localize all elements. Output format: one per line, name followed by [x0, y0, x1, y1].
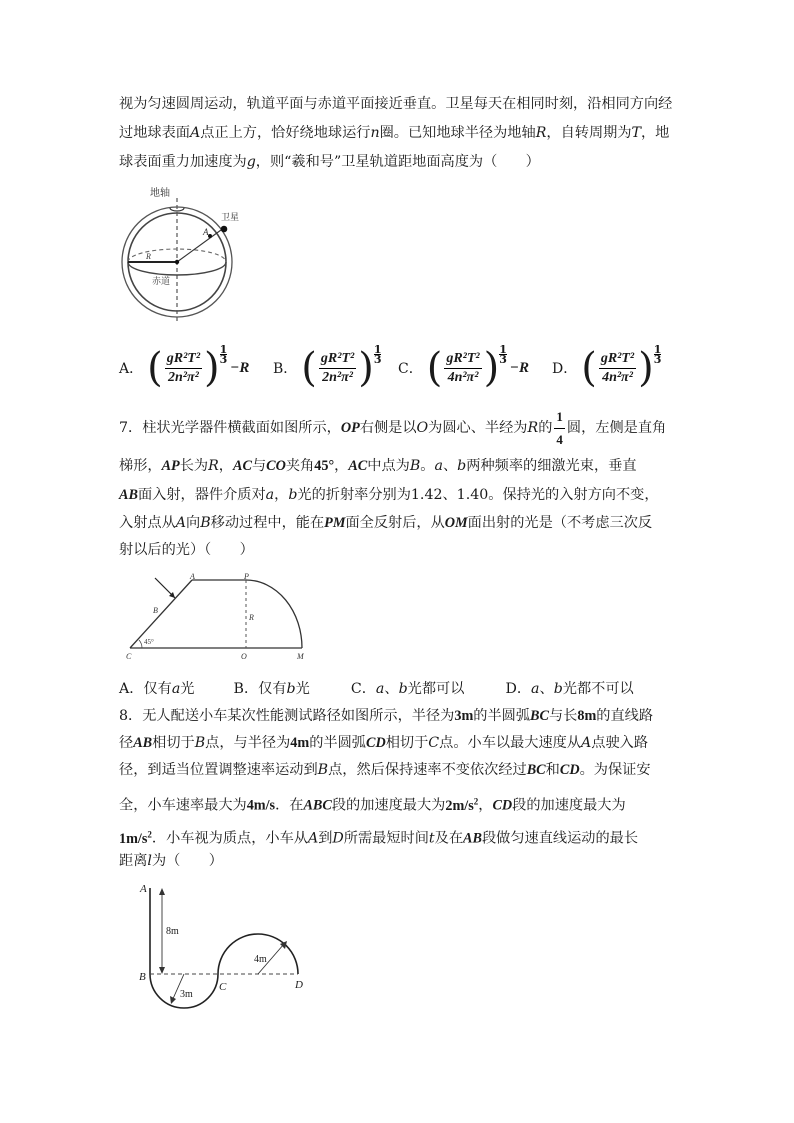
- q6-option-c[interactable]: [398, 343, 529, 393]
- var: R: [535, 125, 547, 141]
- var: AB: [463, 830, 482, 847]
- text: 的半圆弧: [309, 735, 366, 751]
- text: 夹角: [285, 458, 315, 474]
- exponent: [220, 345, 228, 364]
- paren-open: (: [581, 345, 597, 391]
- text: 光都不可以: [562, 681, 634, 697]
- optical-device-figure: [120, 570, 310, 662]
- angle: 45°: [314, 458, 335, 474]
- text: 的: [538, 420, 553, 436]
- text: 8．无人配送小车某次性能测试路径如图所示，半径为: [119, 708, 455, 724]
- var: a: [375, 681, 385, 697]
- q8-line-6: [119, 851, 223, 871]
- paren-close: ): [204, 345, 220, 391]
- paren-close: ): [358, 345, 374, 391]
- text: 径，到适当位置调整速率运动到: [119, 762, 318, 778]
- text: 光: [180, 681, 195, 697]
- text: 两种频率的细激光束，垂直: [466, 458, 637, 474]
- text: ．小车视为质点，小车从: [151, 830, 308, 847]
- fraction: [319, 351, 356, 386]
- text: 长为: [179, 458, 209, 474]
- text: 的直线路: [596, 708, 654, 724]
- quarter-fraction: [554, 407, 565, 450]
- exp-num: 1: [373, 343, 382, 356]
- text: 射以后的光）（ ）: [119, 542, 254, 558]
- label-b: B: [153, 606, 158, 615]
- var: AP: [161, 458, 180, 474]
- text: ，自转周期为: [546, 125, 632, 141]
- text: 、: [442, 458, 458, 474]
- var: CD: [365, 735, 386, 751]
- option-letter: B．: [273, 361, 298, 377]
- q8-line-5: [119, 824, 638, 849]
- label-r: R: [146, 252, 151, 261]
- text: 的半圆弧: [473, 708, 531, 724]
- text: 为（ ）: [151, 853, 223, 869]
- var: D: [332, 830, 344, 847]
- paren-open: (: [147, 345, 163, 391]
- exp-den: 3: [373, 353, 382, 366]
- text: 光都可以: [407, 681, 465, 697]
- superscript: 2: [147, 829, 152, 839]
- text: 点驶入路: [591, 735, 649, 751]
- var: A: [189, 125, 201, 141]
- label-d: D: [295, 979, 303, 991]
- text: 。为保证安: [579, 762, 651, 778]
- var: BC: [526, 762, 546, 778]
- denominator: 4n²π²: [602, 369, 633, 385]
- var: B: [200, 515, 211, 531]
- var: O: [416, 420, 429, 436]
- label-p: P: [244, 572, 249, 581]
- text: 向: [186, 515, 201, 531]
- satellite-label: 卫星: [221, 213, 240, 223]
- value: 3m: [454, 708, 474, 724]
- q8-line-2: [119, 733, 648, 753]
- var: A: [307, 830, 319, 847]
- text: 入射点从: [119, 515, 176, 531]
- var: OP: [340, 420, 360, 436]
- q6-option-a[interactable]: [119, 343, 249, 393]
- var: ABC: [303, 797, 332, 814]
- text: 所需最短时间: [343, 830, 429, 847]
- text: ，: [274, 487, 289, 503]
- numerator: gR²T²: [319, 351, 356, 369]
- text: 点，然后保持速率不变依次经过: [328, 762, 527, 778]
- value: [119, 831, 152, 847]
- text: 为圆心、半经为: [428, 420, 528, 436]
- label-a: A: [190, 572, 195, 581]
- exponent: [654, 345, 662, 364]
- text: 圆，左侧是直角: [566, 420, 667, 436]
- var: CD: [492, 797, 513, 814]
- option-letter: A．: [119, 361, 144, 377]
- var: C: [428, 735, 440, 751]
- text: A．仅有: [119, 681, 172, 697]
- var: n: [370, 125, 380, 141]
- text: 过地球表面: [119, 125, 190, 141]
- denominator: 4: [556, 431, 563, 447]
- text: 点。小车以最大速度从: [439, 735, 582, 751]
- center-dot: [175, 260, 179, 264]
- var: CO: [266, 458, 286, 474]
- tail: −R: [509, 359, 529, 376]
- text: 面入射，器件介质对: [137, 487, 266, 503]
- text: ．在: [275, 797, 304, 814]
- text: 光的折射率分别为1.42、1.40。保持光的入射方向不变，: [297, 487, 659, 503]
- point-a-dot: [208, 234, 212, 238]
- denominator: 2n²π²: [167, 369, 199, 385]
- var: b: [457, 458, 467, 474]
- exp-den: 3: [653, 353, 662, 366]
- var: a: [434, 458, 443, 474]
- text: 、: [384, 681, 399, 697]
- var: B: [317, 762, 329, 778]
- text: 右侧是以: [359, 420, 417, 436]
- numerator: gR²T²: [599, 351, 636, 369]
- option-letter: D．: [552, 361, 578, 377]
- exp-den: 3: [219, 353, 228, 366]
- var: BC: [530, 708, 549, 724]
- text: ，: [218, 458, 233, 474]
- numerator: gR²T²: [165, 351, 202, 369]
- var: AB: [119, 487, 138, 503]
- equator-label: 赤道: [152, 277, 171, 287]
- q7-line-2: [119, 456, 637, 476]
- text: 视为匀速圆周运动，轨道平面与赤道平面接近垂直。卫星每天在相同时刻，沿相同方向经: [119, 96, 673, 112]
- q7-options: [119, 679, 634, 699]
- label-8m: 8m: [166, 926, 179, 937]
- var: B: [194, 735, 206, 751]
- text: 圈。已知地球半径为地轴: [379, 125, 536, 141]
- text: 径: [119, 735, 134, 751]
- var: b: [288, 487, 298, 503]
- delivery-path-figure: [136, 880, 316, 1020]
- text: ，地: [640, 125, 670, 141]
- var: b: [553, 681, 563, 697]
- q7-line-4: [119, 513, 652, 533]
- text: 移动过程中，能在: [210, 515, 325, 531]
- radius-3m-arrow-icon: [170, 996, 176, 1004]
- var: t: [428, 830, 435, 847]
- label-c: C: [126, 652, 132, 661]
- exp-den: 3: [499, 353, 507, 366]
- q7-option-c[interactable]: [351, 681, 465, 697]
- value-text: 2m/s: [445, 797, 474, 814]
- text: 和: [545, 762, 560, 778]
- text: 梯形，: [119, 458, 162, 474]
- text: 。: [420, 458, 435, 474]
- var: R: [208, 458, 219, 474]
- text: ，: [334, 458, 349, 474]
- text: 相切于: [152, 735, 195, 751]
- text: 、: [539, 681, 554, 697]
- q6-option-b[interactable]: [273, 343, 384, 393]
- value: 8m: [577, 708, 597, 724]
- value-text: 1m/s: [119, 830, 148, 847]
- text: D．: [505, 681, 532, 697]
- earth-orbit-figure: [118, 178, 244, 328]
- text: ，: [478, 797, 493, 814]
- value: 4m: [290, 735, 310, 751]
- paren-close: ): [638, 345, 654, 391]
- exp-num: 1: [219, 343, 228, 356]
- dim-arrow-down-icon: [159, 967, 165, 974]
- q6-line-2: [119, 123, 669, 143]
- text: 中点为: [367, 458, 410, 474]
- q6-line-3: [119, 152, 540, 172]
- denominator: 2n²π²: [322, 369, 353, 385]
- text: 光: [295, 681, 310, 697]
- paren-open: (: [301, 345, 317, 391]
- text: 距离: [119, 853, 148, 869]
- value: 4m/s: [246, 797, 276, 814]
- text: 及在: [434, 830, 464, 847]
- var: l: [147, 853, 152, 869]
- dim-arrow-up-icon: [159, 888, 165, 895]
- text: C．: [350, 681, 376, 697]
- var: a: [531, 681, 540, 697]
- exp-num: 1: [499, 343, 507, 356]
- fraction: [599, 351, 636, 386]
- arc-pm: [246, 580, 302, 648]
- text: 面全反射后，从: [345, 515, 445, 531]
- exponent: [374, 345, 382, 364]
- paren-open: (: [426, 345, 443, 391]
- q7-option-d[interactable]: [505, 681, 633, 697]
- var: AC: [348, 458, 368, 474]
- var: CD: [559, 762, 580, 778]
- text: 段的加速度最大为: [331, 797, 446, 814]
- text: 点正上方，恰好绕地球运行: [200, 125, 371, 141]
- q6-option-d[interactable]: [552, 343, 664, 393]
- text: 球表面重力加速度为: [119, 154, 247, 170]
- text: 到: [318, 830, 333, 847]
- q7-option-b[interactable]: [234, 681, 310, 697]
- label-c: C: [219, 981, 227, 993]
- paren-close: ): [483, 345, 500, 391]
- text: 段的加速度最大为: [512, 797, 626, 814]
- text: 相切于: [385, 735, 429, 751]
- text: 面出射的光是（不考虑三次反: [467, 515, 653, 531]
- label-m: M: [297, 652, 304, 661]
- label-r: R: [249, 613, 254, 622]
- fraction: [444, 351, 481, 386]
- q8-line-1: [119, 706, 653, 726]
- var: A: [175, 515, 187, 531]
- var: AC: [233, 458, 252, 474]
- var: a: [171, 681, 181, 697]
- var: A: [581, 735, 592, 751]
- tail: −R: [230, 359, 250, 376]
- q8-line-3: [119, 760, 651, 780]
- label-a: A: [140, 883, 147, 895]
- q7-option-a[interactable]: [119, 681, 194, 697]
- label-3m: 3m: [180, 989, 193, 1000]
- text: 7．柱状光学器件横截面如图所示，: [119, 420, 341, 436]
- label-b: B: [139, 971, 146, 983]
- text: B．仅有: [233, 681, 287, 697]
- var: OM: [444, 515, 468, 531]
- text: 与: [251, 458, 267, 474]
- side-ac: [130, 580, 192, 648]
- var: AB: [133, 735, 153, 751]
- text: ，则“羲和号”卫星轨道距地面高度为（ ）: [255, 154, 540, 170]
- exponent: [499, 345, 507, 364]
- text: 与长: [548, 708, 578, 724]
- q7-line-5: [119, 540, 254, 560]
- angle-arc: [139, 640, 142, 648]
- text: 段做匀速直线运动的最长: [481, 830, 639, 847]
- var: g: [246, 154, 256, 170]
- text: 全，小车速率最大为: [119, 797, 247, 814]
- q6-line-1: [119, 94, 672, 114]
- exp-num: 1: [653, 343, 662, 356]
- var: B: [409, 458, 421, 474]
- label-o: O: [241, 652, 247, 661]
- satellite-line: [177, 230, 221, 262]
- axis-label: 地轴: [150, 188, 170, 199]
- text: 点，与半径为: [205, 735, 291, 751]
- fraction: [165, 351, 202, 386]
- value: [445, 798, 478, 814]
- label-a: A: [203, 227, 209, 237]
- var: R: [527, 420, 539, 436]
- option-letter: C．: [398, 361, 423, 377]
- q7-line-3: [119, 485, 659, 505]
- var: a: [265, 487, 275, 503]
- var: b: [398, 681, 408, 697]
- label-4m: 4m: [254, 954, 267, 965]
- q7-line-1: [119, 408, 667, 447]
- var: PM: [324, 515, 346, 531]
- numerator: 1: [554, 407, 565, 429]
- superscript: 2: [473, 796, 479, 806]
- label-angle: 45°: [144, 638, 154, 646]
- satellite-dot: [221, 226, 228, 233]
- var: T: [631, 125, 641, 141]
- q8-line-4: [119, 791, 626, 816]
- var: b: [286, 681, 296, 697]
- numerator: gR²T²: [444, 351, 481, 369]
- denominator: 4n²π²: [447, 369, 479, 385]
